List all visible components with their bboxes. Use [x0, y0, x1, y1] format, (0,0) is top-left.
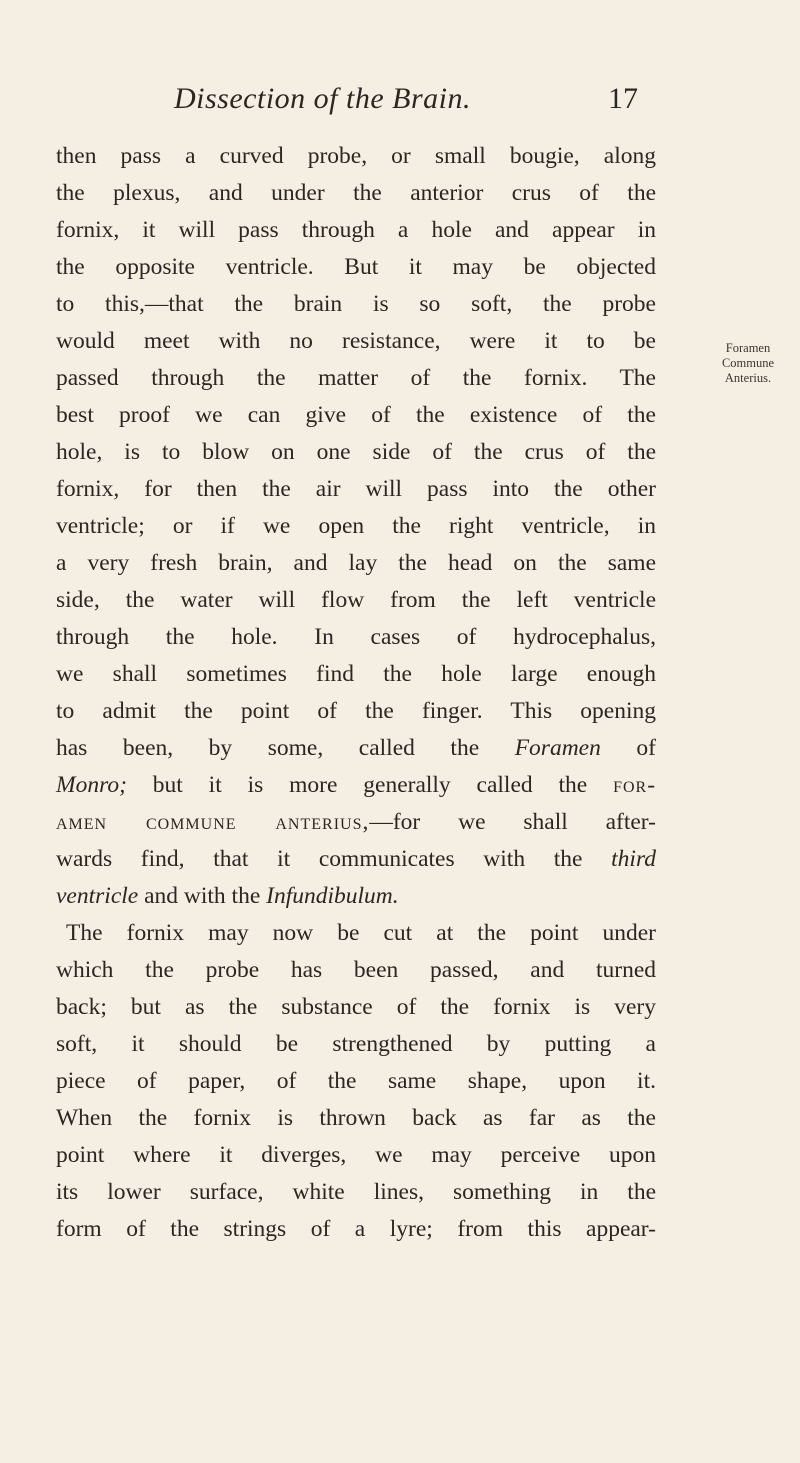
text-line: soft, it should be strengthened by putting a	[56, 1031, 656, 1057]
text-line: Monro; but it is more generally called the for-	[56, 772, 657, 798]
running-head	[0, 82, 800, 122]
text-line: its lower surface, white lines, something in the	[56, 1179, 656, 1205]
text-line: the plexus, and under the anterior crus of the	[56, 180, 656, 206]
text-line: point where it diverges, we may perceive upon	[56, 1142, 656, 1168]
text-line: fornix, it will pass through a hole and appear in	[56, 217, 656, 243]
text-line: then pass a curved probe, or small bougie, along	[56, 143, 656, 169]
text-line: to this,—that the brain is so soft, the probe	[56, 291, 656, 317]
text-line: wards find, that it communicates with the third	[56, 846, 656, 872]
text-line: which the probe has been passed, and turned	[56, 957, 656, 983]
margin-note	[698, 341, 798, 386]
margin-note-line: Commune	[721, 356, 775, 370]
text-line: through the hole. In cases of hydrocephalus,	[56, 624, 656, 650]
text-line: ventricle; or if we open the right ventricle, in	[56, 513, 656, 539]
text-line: passed through the matter of the fornix. The	[56, 365, 656, 391]
text-line: we shall sometimes find the hole large enough	[56, 661, 656, 687]
text-line: best proof we can give of the existence of the	[56, 402, 656, 428]
text-line: piece of paper, of the same shape, upon it.	[56, 1068, 656, 1094]
text-line: When the fornix is thrown back as far as the	[56, 1105, 656, 1131]
text-line: the opposite ventricle. But it may be objected	[56, 254, 656, 280]
text-line: to admit the point of the finger. This opening	[56, 698, 656, 724]
running-head-title: Dissection of the Brain.	[174, 82, 471, 115]
text-line: amen commune anterius,—for we shall after-	[56, 809, 656, 835]
text-line: side, the water will flow from the left ventricle	[56, 587, 656, 613]
margin-note-line: Anterius.	[724, 371, 772, 385]
text-line: hole, is to blow on one side of the crus of the	[56, 439, 656, 465]
text-line: has been, by some, called the Foramen of	[56, 735, 656, 761]
text-line: form of the strings of a lyre; from this appear-	[56, 1216, 656, 1242]
text-line: back; but as the substance of the fornix is very	[56, 994, 656, 1020]
text-line: ventricle and with the Infundibulum.	[56, 883, 399, 909]
margin-note-line: Foramen	[725, 341, 771, 355]
paragraph-start-line: The fornix may now be cut at the point under	[66, 920, 656, 946]
page-number: 17	[608, 82, 638, 115]
text-line: fornix, for then the air will pass into the other	[56, 476, 656, 502]
text-line: a very fresh brain, and lay the head on the same	[56, 550, 656, 576]
text-line: would meet with no resistance, were it to be	[56, 328, 656, 354]
